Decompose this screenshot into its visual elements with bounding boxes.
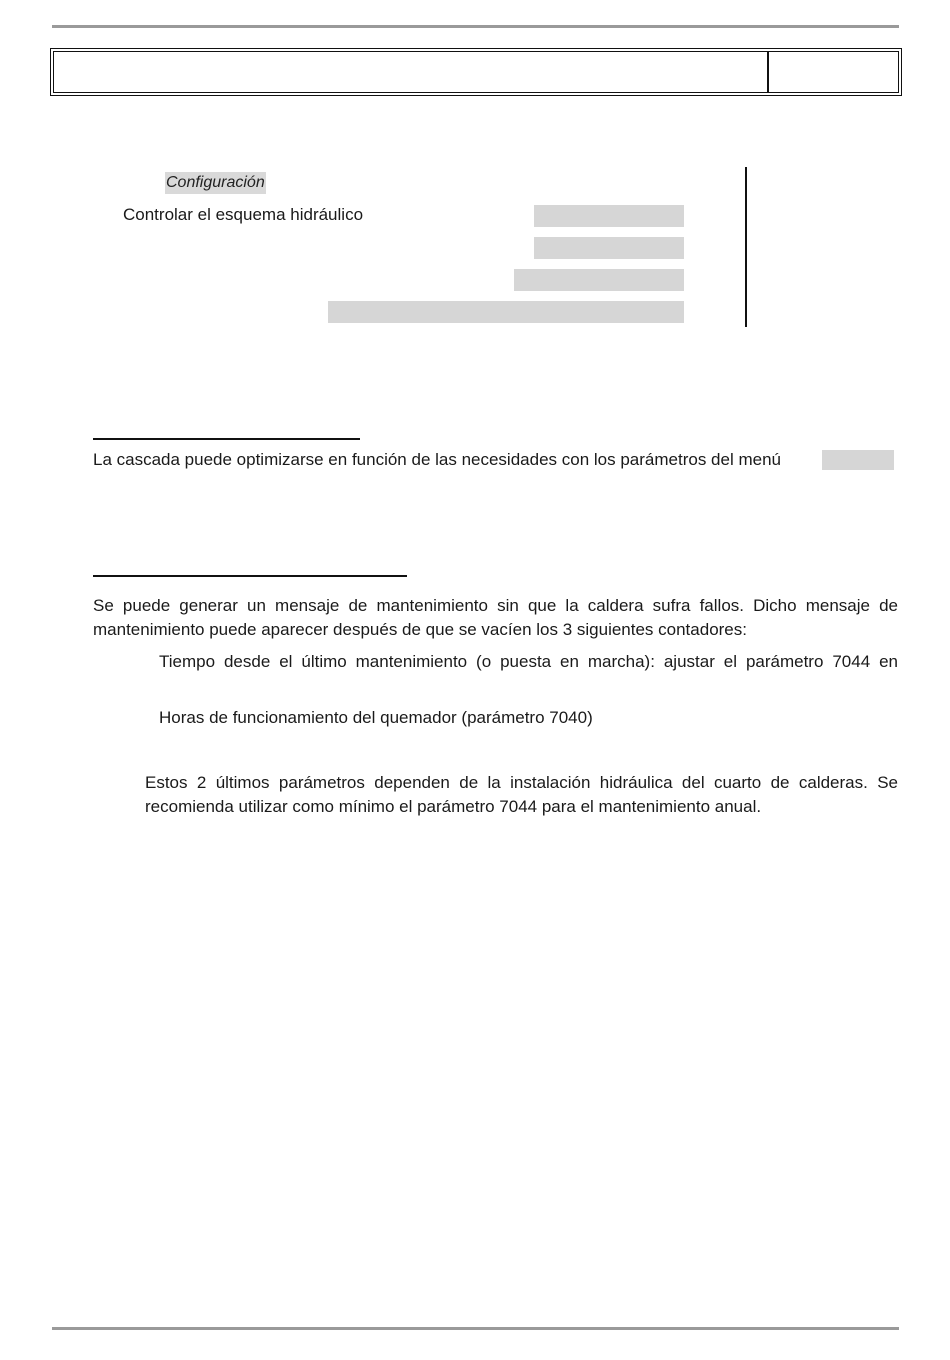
maintenance-line-1: Se puede generar un mensaje de mantenimiento sin que la caldera sufra fallos. Dicho mensaje de — [93, 596, 898, 615]
maintenance-bullet-2: Horas de funcionamiento del quemador (parámetro 7040) — [159, 708, 593, 727]
cascade-heading-underline — [93, 438, 360, 440]
side-vertical-line — [745, 167, 747, 327]
bullet-1-text: Tiempo desde el último mantenimiento (o puesta en marcha): ajustar el parámetro 7044 en — [159, 652, 898, 671]
redacted-bar-1 — [534, 205, 684, 227]
redacted-bar-2 — [534, 237, 684, 259]
header-divider — [767, 52, 769, 92]
maintenance-paragraph — [93, 594, 898, 642]
config-item: Controlar el esquema hidráulico — [123, 205, 364, 224]
header-box — [50, 48, 902, 96]
cascade-menu-redacted — [822, 450, 894, 470]
top-rule — [52, 25, 899, 28]
maintenance-heading-underline — [93, 575, 407, 577]
config-label: Configuración — [165, 172, 266, 194]
note-line-2: recomienda utilizar como mínimo el parámetro 7044 para el mantenimiento anual. — [145, 797, 762, 816]
note-line-1: Estos 2 últimos parámetros dependen de la instalación hidráulica del cuarto de calderas. Se — [145, 773, 898, 792]
redacted-bar-4 — [328, 301, 684, 323]
bottom-rule — [52, 1327, 899, 1330]
maintenance-note — [145, 771, 898, 819]
maintenance-line-2: mantenimiento puede aparecer después de que se vacíen los 3 siguientes contadores: — [93, 620, 747, 639]
redacted-bar-3 — [514, 269, 684, 291]
maintenance-bullet-1 — [159, 650, 898, 674]
cascade-text: La cascada puede optimizarse en función de las necesidades con los parámetros del menú — [93, 450, 781, 469]
